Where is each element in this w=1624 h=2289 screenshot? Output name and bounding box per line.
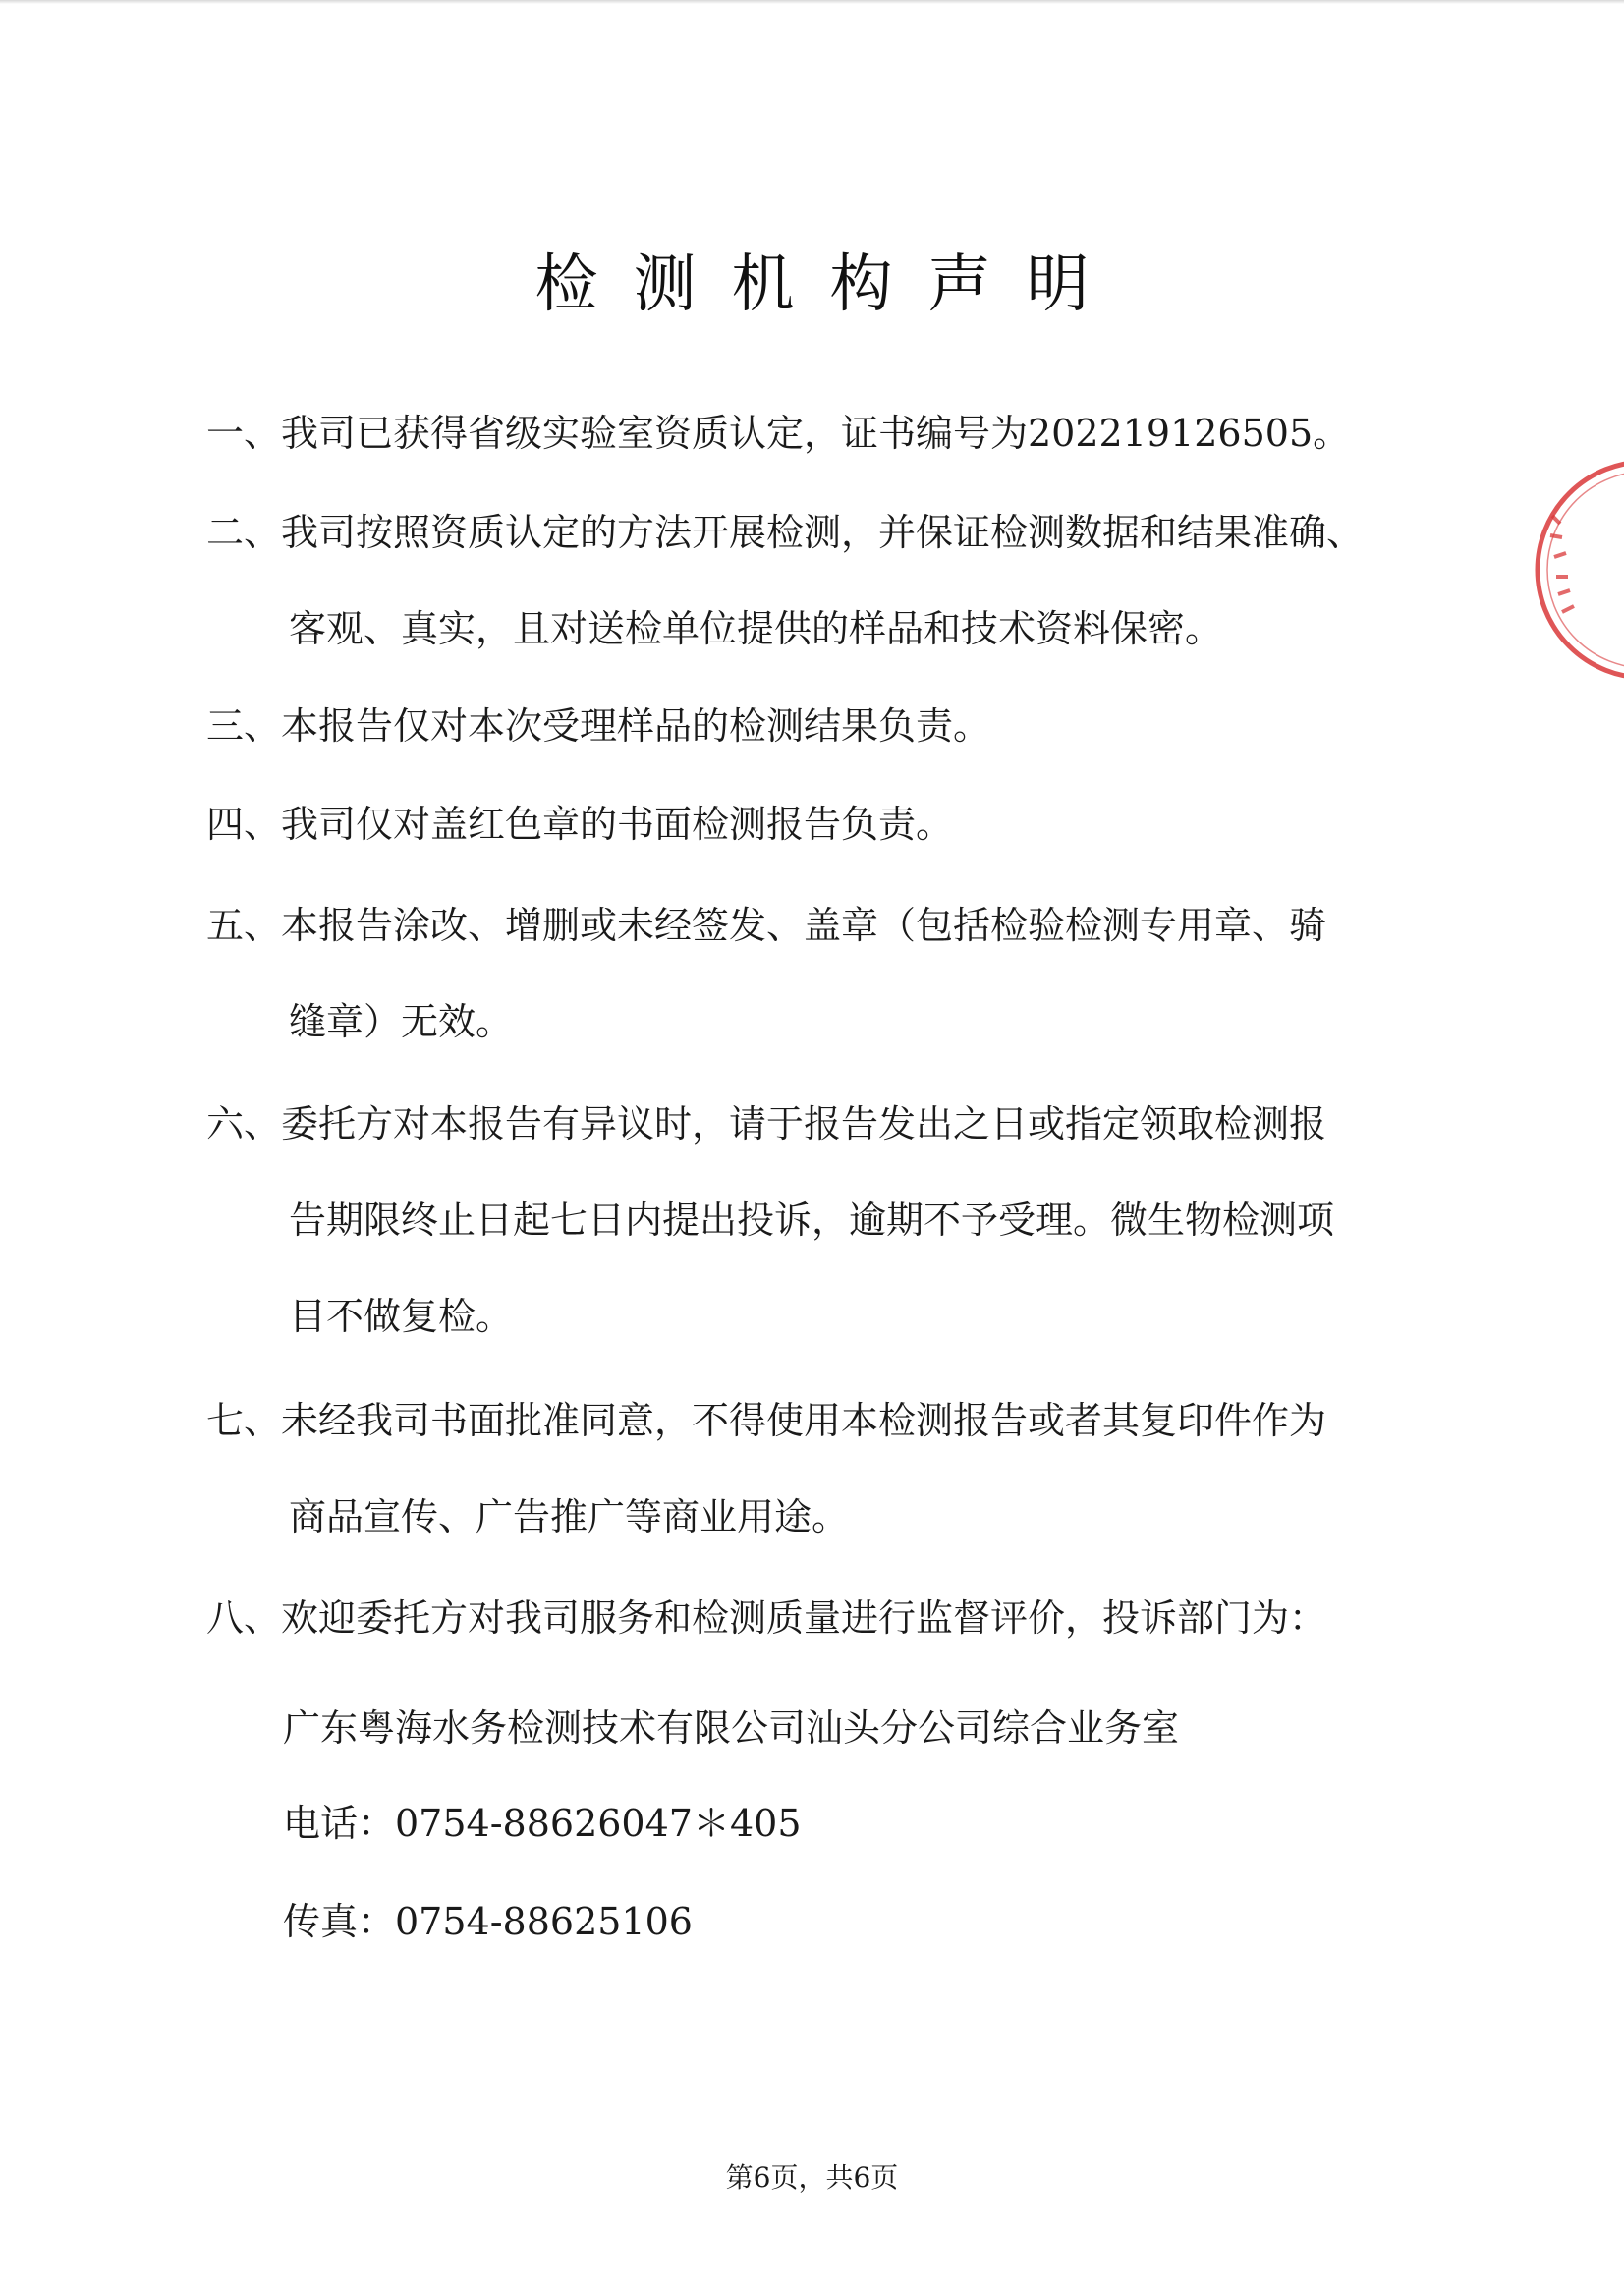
statement-8 [206,1570,1484,1666]
scan-edge [0,0,1624,4]
contact-fax: 传真：0754-88625106 [283,1900,693,1943]
statement-line: 缝章）无效。 [289,1000,514,1043]
statement-line: 客观、真实，且对送检单位提供的样品和技术资料保密。 [289,607,1223,650]
statement-line: 告期限终止日起七日内提出投诉，逾期不予受理。微生物检测项 [289,1199,1335,1242]
statement-5 [206,877,1484,1070]
red-seal-stamp [1533,447,1624,693]
contact-phone: 电话：0754-88626047＊405 [283,1802,802,1845]
page-footer: 第6页，共6页 [725,2161,899,2194]
statement-4 [206,776,1484,872]
statement-line: 七、未经我司书面批准同意，不得使用本检测报告或者其复印件作为 [206,1399,1327,1442]
statement-line: 商品宣传、广告推广等商业用途。 [289,1495,850,1538]
statement-line: 八、欢迎委托方对我司服务和检测质量进行监督评价，投诉部门为： [206,1596,1327,1640]
complaint-department: 广东粤海水务检测技术有限公司汕头分公司综合业务室 [283,1706,1180,1750]
statement-2 [206,484,1484,677]
statement-line: 一、我司已获得省级实验室资质认定，证书编号为202219126505。 [206,412,1351,455]
statement-line: 六、委托方对本报告有异议时，请于报告发出之日或指定领取检测报 [206,1102,1327,1145]
statement-line: 三、本报告仅对本次受理样品的检测结果负责。 [206,704,991,748]
statement-3 [206,678,1484,774]
statement-line: 二、我司按照资质认定的方法开展检测，并保证检测数据和结果准确、 [206,511,1365,554]
document-title: 检测机构声明 [534,249,1125,321]
statement-line: 四、我司仅对盖红色章的书面检测报告负责。 [206,803,954,846]
statement-1 [206,385,1484,481]
statement-6 [206,1076,1484,1365]
statement-7 [206,1372,1484,1565]
statement-line: 五、本报告涂改、增删或未经签发、盖章（包括检验检测专用章、骑 [206,904,1327,947]
statement-line: 目不做复检。 [289,1295,514,1338]
